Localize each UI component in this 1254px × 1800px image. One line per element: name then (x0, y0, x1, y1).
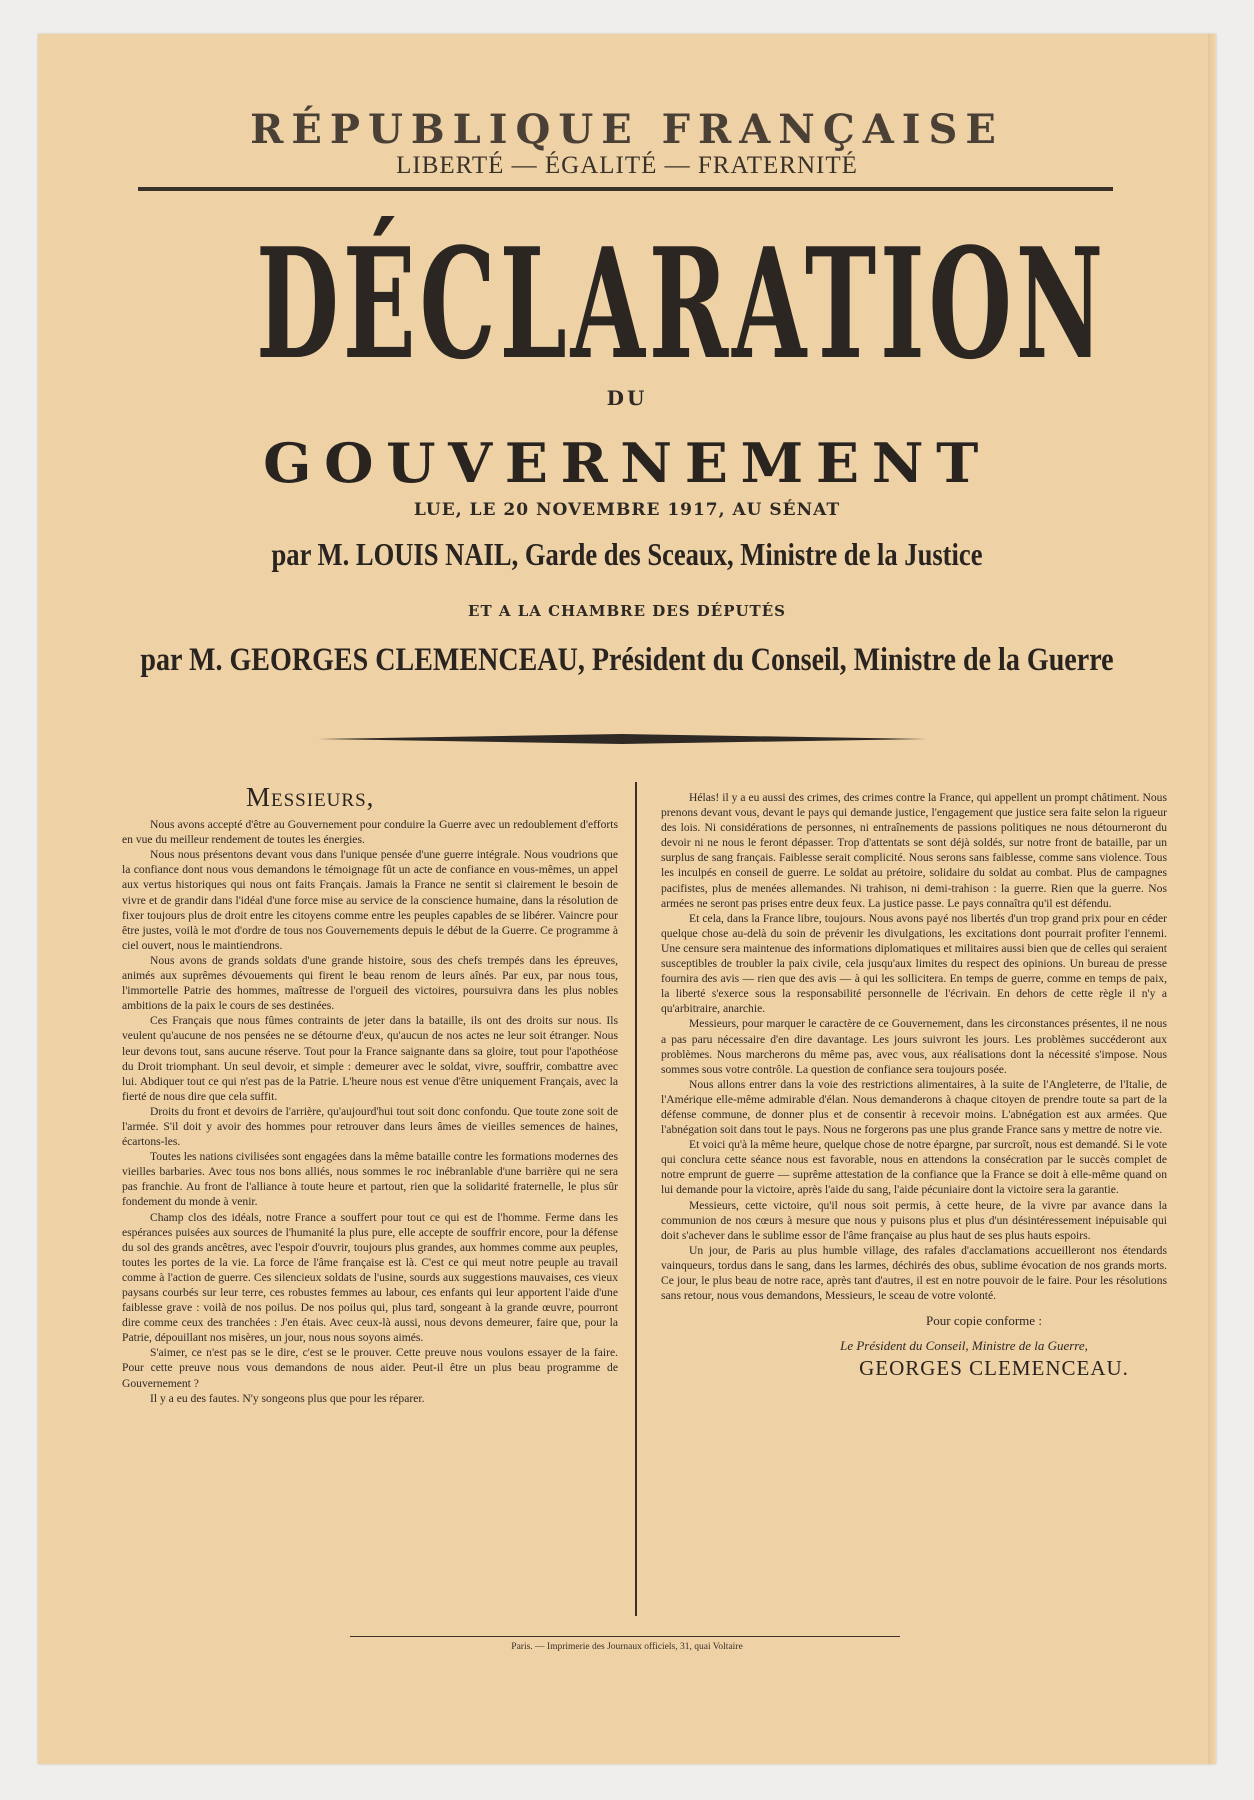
salutation: Messieurs, (246, 782, 375, 812)
par-nail-line: par M. LOUIS NAIL, Garde des Sceaux, Ministre de la Justice (271, 536, 983, 572)
paragraph: Et voici qu'à la même heure, quelque chose de notre épargne, par surcroît, nous est demandé. Si le vote qui conclura cette séance nous est favorable, nous en attendons la consécration par le succès complet de notre emprunt de guerre — suprême attestation de la confiance que la France se doit à elle-même quand on lui demande pour la victoire, après l'aide du sang, l'aide pécuniaire dont la victoire sera la garantie. (661, 1138, 1167, 1197)
chambre-line: ET A LA CHAMBRE DES DÉPUTÉS (468, 602, 786, 620)
paragraph: Il y a eu des fautes. N'y songeons plus que pour les réparer. (150, 1391, 425, 1405)
paragraph: Hélas! il y a eu aussi des crimes, des crimes contre la France, qui appellent un prompt châtiment. Nous prenons devant vous, devant le pays qui demande justice, l'engagement que justice sera faite selon la rigueur des lois. Ni considérations de personnes, ni entraînements de passions politiques ne nous détourneront du devoir ni ne nous le feront dépasser. Trop d'attentats se sont déjà soldés, sur notre front de bataille, par un surplus de sang français. Faiblesse serait complicité. Nous serons sans faiblesse, comme sans violence. Tous les inculpés en conseil de guerre. Le soldat au prétoire, solidaire du soldat au combat. Plus de campagnes pacifistes, plus de menées allemandes. Ni trahison, ni demi-trahison : la guerre. Rien que la guerre. Nos armées ne seront pas prises entre deux feux. La justice passe. Le pays connaîtra qu'il est défendu. (661, 791, 1167, 910)
signature: GEORGES CLEMENCEAU. (859, 1356, 1129, 1381)
right-column (661, 790, 1167, 1381)
paragraph: Messieurs, pour marquer le caractère de ce Gouvernement, dans les circonstances présentes, il ne nous a pas paru nécessaire d'en dire davantage. Les jours suivront les jours. Les problèmes succéderont aux problèmes. Nous marcherons du même pas, avec vous, aux réalisations dont la nécessité s'impose. Nous sommes sous votre contrôle. La question de confiance sera toujours posée. (661, 1017, 1167, 1076)
paragraph: Nous avons de grands soldats d'une grande histoire, sous des chefs trempés dans les épreuves, animés aux suprêmes dévouements qui firent le beau renom de leurs aînés. Par eux, par nous tous, l'immortelle Patrie des hommes, maîtresse de l'orgueil des victoires, poursuivra dans les plus nobles ambitions de la paix le cours de ses destinées. (122, 953, 618, 1013)
read-date-line: LUE, LE 20 NOVEMBRE 1917, AU SÉNAT (413, 500, 841, 520)
declaration-title: DÉCLARATION (255, 214, 1108, 393)
paragraph: Toutes les nations civilisées sont engagées dans la même bataille contre les formations modernes des vieilles barbaries. Avec tous nos bons alliés, nous sommes le roc inébranlable d'une barrière qui ne sera pas franchie. Au front de l'alliance à toute heure et partout, rien que la solidarité fraternelle, le plus sûr fondement du monde à venir. (122, 1150, 618, 1209)
paragraph: Ces Français que nous fûmes contraints de jeter dans la bataille, ils ont des droits sur nous. Ils veulent qu'aucune de nos pensées ne se détourne d'eux, qu'aucun de nos actes ne leur soit étranger. Nous leur devons tout, sans aucune réserve. Tout pour la France saignante dans sa gloire, tout pour l'apothéose du Droit triomphant. Un seul devoir, et simple : demeurer avec le soldat, vivre, souffrir, combattre avec lui. Abdiquer tout ce qui n'est pas de la Patrie. L'heure nous est venue d'être uniquement Français, avec la fierté de nous dire que cela suffit. (122, 1014, 618, 1103)
paragraph: Et cela, dans la France libre, toujours. Nous avons payé nos libertés d'un trop grand prix pour en céder quelque chose au-delà du soin de prévenir les divulgations, les excitations dont pourrait profiter l'ennemi. Une censure sera maintenue des informations diplomatiques et militaires aussi bien que de celles qui seraient susceptibles de troubler la paix civile, cela jusqu'aux limites du respect des opinions. Un bureau de presse fournira des avis — rien que des avis — à qui les sollicitera. En temps de guerre, comme en temps de paix, la liberté s'exerce sous la responsabilité personnelle de l'écrivain. En dehors de cette règle il n'y a qu'arbitraire, anarchie. (661, 911, 1167, 1016)
poster-sheet (38, 34, 1216, 1764)
copy-conform: Pour copie conforme : (926, 1313, 1042, 1329)
president-title: Le Président du Conseil, Ministre de la Guerre, (840, 1338, 1088, 1354)
par-clemenceau-line: par M. GEORGES CLEMENCEAU, Président du Conseil, Ministre de la Guerre (140, 642, 1114, 678)
du-label: DU (606, 386, 648, 410)
paragraph: Droits du front et devoirs de l'arrière, qu'aujourd'hui tout soit donc confondu. Que toute zone soit de l'armée. S'il doit y avoir des hommes pour retrouver dans leurs âmes de vieilles semences de haines, écartons-les. (122, 1104, 618, 1149)
paragraph: Nous allons entrer dans la voie des restrictions alimentaires, à la suite de l'Angleterre, de l'Italie, de l'Amérique elle-même admirable d'élan. Nous demanderons à chaque citoyen de prendre toute sa part de la défense commune, de donner plus et de consentir à recevoir moins. L'abnégation est aux armées. Que l'abnégation soit dans tout le pays. Nous ne forgerons pas une plus grande France sans y mettre de notre vie. (661, 1077, 1167, 1137)
gouvernement-title: GOUVERNEMENT (263, 431, 991, 495)
paragraph: Nous nous présentons devant vous dans l'unique pensée d'une guerre intégrale. Nous voudrions que la confiance dont nous vous demandons le témoignage fût un acte de confiance en vous-mêmes, un appel aux vertus historiques qui nous ont faits Français. Jamais la France ne sentit si clairement le besoin de vivre et de grandir dans l'idéal d'une force mise au service de la conscience humaine, dans la résolution de fixer toujours plus de droit entre les citoyens comme entre les peuples capables de se libérer. Vaincre pour être justes, voilà le mot d'ordre de tous nos Gouvernements depuis le début de la Guerre. Ce programme à ciel ouvert, nous le maintiendrons. (122, 848, 618, 952)
republique-heading: RÉPUBLIQUE FRANÇAISE (250, 106, 1004, 153)
paragraph: Messieurs, cette victoire, qu'il nous soit permis, à cette heure, de la vivre par avance dans la communion de nos cœurs à mesure que nous y puisons plus et plus d'un désintéressement inépuisable qui doit s'achever dans le sublime essor de l'âme française au plus haut de ses plus hauts espoirs. (661, 1198, 1167, 1242)
paragraph: Un jour, de Paris au plus humble village, des rafales d'acclamations accueilleront nos étendards vainqueurs, tordus dans le sang, dans les larmes, déchirés des obus, sublime évocation de nos grands morts. Ce jour, le plus beau de notre race, après tant d'autres, il est en notre pouvoir de le faire. Pour les résolutions sans retour, nous vous demandons, Messieurs, le sceau de votre volonté. (661, 1243, 1167, 1303)
top-rule (138, 187, 1113, 191)
paragraph: Champ clos des idéals, notre France a souffert pour tout ce qui est de l'homme. Ferme dans les espérances puisées aux sources de l'humanité la plus pure, elle accepte de souffrir encore, pour la défense du sol des grands ancêtres, avec l'espoir d'ouvrir, toujours plus grandes, aux hommes comme aux peuples, toutes les portes de la vie. La force de l'âme française est là. C'est ce qui meut notre peuple au travail comme à l'action de guerre. Ces silencieux soldats de l'usine, sourds aux suggestions mauvaises, ces vieux paysans courbés sur leur terre, ces robustes femmes au labour, ces enfants qui leur apportent l'aide d'une faiblesse grave : voilà de nos poilus. De nos poilus qui, plus tard, songeant à la grande œuvre, pourront dire comme ceux des tranchées : J'en étais. Avec ceux-là aussi, nous devons demeurer, faire que, pour la Patrie, dépouillant nos misères, un jour, nous nous soyons aimés. (122, 1210, 618, 1345)
printer-imprint: Paris. — Imprimerie des Journaux officiels, 31, quai Voltaire (511, 1642, 743, 1652)
ornamental-rule (318, 734, 926, 744)
motto: LIBERTÉ — ÉGALITÉ — FRATERNITÉ (396, 152, 858, 179)
paragraph: S'aimer, ce n'est pas se le dire, c'est se le prouver. Cette preuve nous voulons essayer de la faire. Pour cette preuve nous vous demandons de nous aider. Peut-il être un plus beau programme de Gouvernement ? (122, 1346, 618, 1390)
footer-rule (350, 1636, 900, 1637)
left-column (122, 782, 618, 1406)
column-divider (635, 782, 637, 1616)
paragraph: Nous avons accepté d'être au Gouvernement pour conduire la Guerre avec un redoublement d'efforts en vue du meilleur rendement de toutes les énergies. (122, 818, 618, 847)
